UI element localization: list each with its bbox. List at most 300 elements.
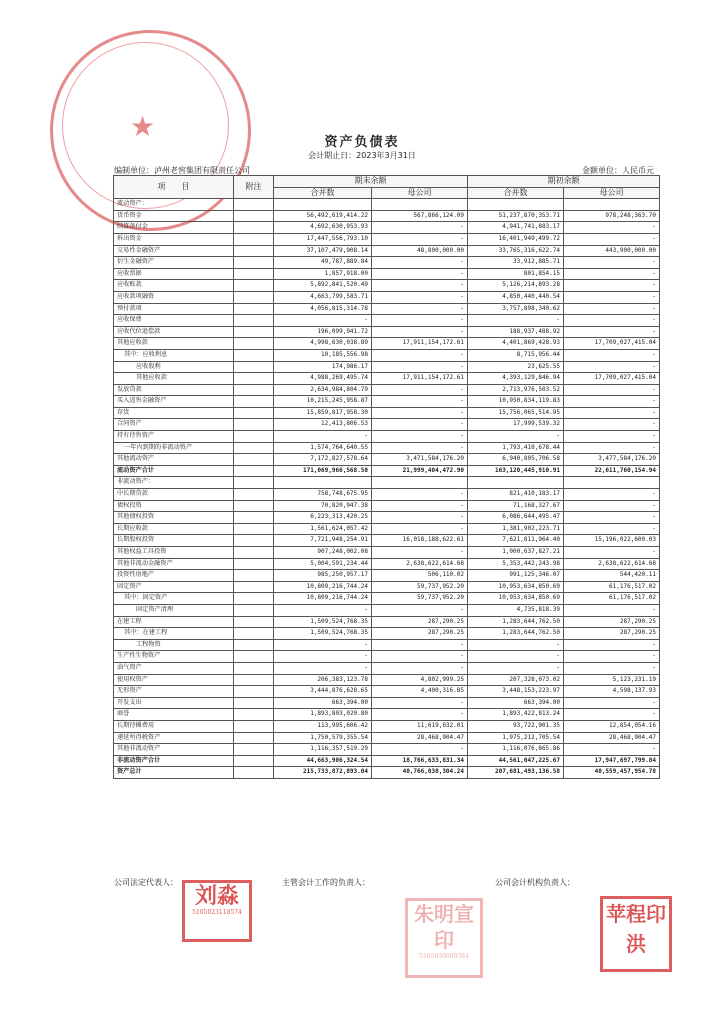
table-row <box>114 233 660 245</box>
row-end-parent: - <box>372 222 468 234</box>
row-note <box>234 199 274 211</box>
row-item-name: 结算备付金 <box>114 222 234 234</box>
row-end-consolidated: 2,634,984,804.79 <box>274 384 372 396</box>
table-row <box>114 686 660 698</box>
row-begin-consolidated: 1,975,212,705.54 <box>468 732 564 744</box>
row-item-name: 应收款项融资 <box>114 291 234 303</box>
row-end-consolidated: 113,995,606.42 <box>274 720 372 732</box>
row-item-name: 其他非流动金融资产 <box>114 558 234 570</box>
row-end-parent: - <box>372 361 468 373</box>
row-begin-parent: - <box>564 604 660 616</box>
row-end-parent: 21,999,404,472.90 <box>372 465 468 477</box>
row-begin-parent <box>564 477 660 489</box>
row-end-consolidated: 1,116,357,519.29 <box>274 744 372 756</box>
row-begin-consolidated: 1,283,644,762.50 <box>468 616 564 628</box>
row-begin-consolidated: 7,621,811,964.40 <box>468 535 564 547</box>
row-begin-consolidated <box>468 477 564 489</box>
row-item-name: 中长期贷款 <box>114 489 234 501</box>
table-row <box>114 558 660 570</box>
accounting-head-seal-name: 朱明宣印 <box>414 902 474 952</box>
row-begin-consolidated: - <box>468 431 564 443</box>
row-note <box>234 570 274 582</box>
accounting-head-seal-number: 5105030009384 <box>419 953 469 960</box>
row-end-consolidated: 4,692,630,953.93 <box>274 222 372 234</box>
row-end-parent: - <box>372 326 468 338</box>
row-end-consolidated: 4,988,269,495.74 <box>274 373 372 385</box>
row-begin-consolidated: 4,941,741,883.17 <box>468 222 564 234</box>
row-end-parent: - <box>372 547 468 559</box>
row-begin-consolidated: 10,950,834,119.83 <box>468 396 564 408</box>
row-note <box>234 268 274 280</box>
row-begin-consolidated: 1,283,644,762.50 <box>468 628 564 640</box>
row-end-parent: 17,911,154,172.61 <box>372 338 468 350</box>
row-note <box>234 396 274 408</box>
row-note <box>234 674 274 686</box>
row-begin-consolidated: 23,625.55 <box>468 361 564 373</box>
row-item-name: 应收账款 <box>114 280 234 292</box>
row-end-parent: - <box>372 744 468 756</box>
row-note <box>234 593 274 605</box>
table-row <box>114 489 660 501</box>
row-begin-consolidated: 5,126,214,893.28 <box>468 280 564 292</box>
row-begin-parent: - <box>564 384 660 396</box>
row-end-consolidated: 206,383,123.78 <box>274 674 372 686</box>
row-item-name: 生产性生物资产 <box>114 651 234 663</box>
table-row <box>114 639 660 651</box>
table-row <box>114 523 660 535</box>
balance-sheet-table <box>113 175 660 779</box>
table-row <box>114 268 660 280</box>
row-begin-consolidated: 8,715,956.44 <box>468 349 564 361</box>
row-item-name: 其他权益工具投资 <box>114 547 234 559</box>
row-end-consolidated <box>274 199 372 211</box>
table-row <box>114 570 660 582</box>
row-end-parent: 40,766,038,304.24 <box>372 767 468 779</box>
row-end-consolidated: 4,998,630,038.89 <box>274 338 372 350</box>
row-begin-consolidated: 207,681,493,136.58 <box>468 767 564 779</box>
row-end-parent <box>372 199 468 211</box>
row-begin-parent: 40,559,457,954.78 <box>564 767 660 779</box>
row-end-consolidated: 1,561,624,057.42 <box>274 523 372 535</box>
row-begin-consolidated: 991,125,346.07 <box>468 570 564 582</box>
row-note <box>234 720 274 732</box>
row-begin-consolidated: 1,381,902,223.71 <box>468 523 564 535</box>
table-row <box>114 326 660 338</box>
legal-rep-seal-name: 刘淼 <box>194 883 239 909</box>
row-item-name: 其中：固定资产 <box>114 593 234 605</box>
row-begin-consolidated: 15,756,065,514.95 <box>468 407 564 419</box>
row-end-consolidated: - <box>274 431 372 443</box>
row-note <box>234 349 274 361</box>
row-end-parent: 59,737,952.20 <box>372 593 468 605</box>
header-period-begin: 期初余额 <box>468 176 660 188</box>
table-row <box>114 199 660 211</box>
row-begin-parent: - <box>564 407 660 419</box>
row-note <box>234 210 274 222</box>
row-begin-parent: - <box>564 489 660 501</box>
table-row <box>114 361 660 373</box>
row-begin-parent: 287,290.25 <box>564 616 660 628</box>
legal-rep-seal <box>182 880 252 942</box>
table-row <box>114 257 660 269</box>
row-end-consolidated: 70,820,947.38 <box>274 500 372 512</box>
row-end-parent: - <box>372 291 468 303</box>
row-item-name: 一年内到期的非流动资产 <box>114 442 234 454</box>
row-begin-parent: - <box>564 651 660 663</box>
row-begin-parent: - <box>564 419 660 431</box>
row-begin-parent: - <box>564 233 660 245</box>
row-end-consolidated: 171,069,966,568.50 <box>274 465 372 477</box>
row-begin-parent: 978,248,363.70 <box>564 210 660 222</box>
row-item-name: 其他债权投资 <box>114 512 234 524</box>
row-begin-parent: - <box>564 326 660 338</box>
header-item: 项 目 <box>114 176 234 199</box>
row-note <box>234 245 274 257</box>
row-end-parent: - <box>372 604 468 616</box>
row-end-consolidated: 12,413,806.53 <box>274 419 372 431</box>
row-item-name: 其他应收款 <box>114 338 234 350</box>
row-begin-parent: - <box>564 431 660 443</box>
row-end-parent: - <box>372 442 468 454</box>
row-end-parent: - <box>372 523 468 535</box>
row-note <box>234 767 274 779</box>
row-end-consolidated <box>274 477 372 489</box>
row-begin-parent: - <box>564 315 660 327</box>
row-begin-parent: - <box>564 268 660 280</box>
table-row <box>114 210 660 222</box>
row-begin-consolidated: 93,722,901.35 <box>468 720 564 732</box>
row-note <box>234 558 274 570</box>
table-row <box>114 593 660 605</box>
row-begin-consolidated: 3,448,153,223.97 <box>468 686 564 698</box>
row-note <box>234 662 274 674</box>
row-note <box>234 465 274 477</box>
row-end-consolidated: - <box>274 651 372 663</box>
table-row <box>114 767 660 779</box>
row-note <box>234 454 274 466</box>
table-row <box>114 744 660 756</box>
row-begin-consolidated: 44,561,047,225.67 <box>468 755 564 767</box>
page-title: 资产负债表 <box>324 135 400 150</box>
row-begin-consolidated: 17,999,539.32 <box>468 419 564 431</box>
row-end-parent <box>372 477 468 489</box>
row-end-parent: 3,471,584,176.20 <box>372 454 468 466</box>
table-row <box>114 315 660 327</box>
row-begin-consolidated: 3,757,898,340.62 <box>468 303 564 315</box>
row-end-consolidated: 985,250,957.17 <box>274 570 372 582</box>
row-end-parent: 506,110.02 <box>372 570 468 582</box>
row-end-consolidated: 10,185,556.98 <box>274 349 372 361</box>
row-note <box>234 547 274 559</box>
row-end-consolidated: 10,809,216,744.24 <box>274 593 372 605</box>
row-item-name: 流动资产： <box>114 199 234 211</box>
footer-accounting-dept: 公司会计机构负责人： <box>495 878 575 887</box>
row-item-name: 固定资产清理 <box>114 604 234 616</box>
table-row <box>114 396 660 408</box>
row-begin-consolidated: 51,237,870,353.71 <box>468 210 564 222</box>
row-begin-parent: 5,123,231.19 <box>564 674 660 686</box>
table-row <box>114 755 660 767</box>
row-begin-parent: - <box>564 442 660 454</box>
row-item-name: 投资性房地产 <box>114 570 234 582</box>
row-note <box>234 523 274 535</box>
row-begin-consolidated: 4,850,440,440.54 <box>468 291 564 303</box>
row-end-parent: 567,866,124.09 <box>372 210 468 222</box>
row-note <box>234 303 274 315</box>
table-body <box>114 199 660 779</box>
row-item-name: 使用权资产 <box>114 674 234 686</box>
row-end-consolidated: 10,215,245,958.87 <box>274 396 372 408</box>
row-begin-consolidated: 1,893,422,813.24 <box>468 709 564 721</box>
table-row <box>114 628 660 640</box>
row-end-parent: 16,018,188,622.61 <box>372 535 468 547</box>
row-item-name: 长期待摊费用 <box>114 720 234 732</box>
table-row <box>114 662 660 674</box>
row-note <box>234 755 274 767</box>
table-row <box>114 651 660 663</box>
row-begin-consolidated: 4,735,818.39 <box>468 604 564 616</box>
row-begin-parent: 28,468,904.47 <box>564 732 660 744</box>
table-row <box>114 384 660 396</box>
row-note <box>234 651 274 663</box>
row-end-consolidated: 4,663,799,583.71 <box>274 291 372 303</box>
row-note <box>234 500 274 512</box>
row-item-name: 固定资产 <box>114 581 234 593</box>
row-note <box>234 338 274 350</box>
table-row <box>114 581 660 593</box>
row-item-name: 在建工程 <box>114 616 234 628</box>
row-end-parent: 28,468,904.47 <box>372 732 468 744</box>
row-begin-consolidated: - <box>468 662 564 674</box>
row-end-consolidated: 10,809,216,744.24 <box>274 581 372 593</box>
row-item-name: 应收票据 <box>114 268 234 280</box>
row-item-name: 开发支出 <box>114 697 234 709</box>
row-item-name: 递延所得税资产 <box>114 732 234 744</box>
table-row <box>114 616 660 628</box>
row-begin-parent: - <box>564 639 660 651</box>
table-row <box>114 465 660 477</box>
row-item-name: 工程物资 <box>114 639 234 651</box>
row-note <box>234 639 274 651</box>
row-begin-consolidated: 188,937,488.92 <box>468 326 564 338</box>
table-row <box>114 709 660 721</box>
row-begin-parent: - <box>564 547 660 559</box>
report-date: 会计期止日：2023年3月31日 <box>308 151 416 160</box>
row-begin-consolidated: - <box>468 651 564 663</box>
row-note <box>234 407 274 419</box>
row-end-parent: - <box>372 419 468 431</box>
row-begin-parent: - <box>564 361 660 373</box>
row-end-parent: - <box>372 280 468 292</box>
row-end-consolidated: 5,892,841,520.49 <box>274 280 372 292</box>
row-begin-parent: 2,638,622,614.68 <box>564 558 660 570</box>
row-begin-parent: - <box>564 697 660 709</box>
row-begin-parent: 544,420.11 <box>564 570 660 582</box>
row-begin-parent: 4,598,137.93 <box>564 686 660 698</box>
row-end-parent: - <box>372 512 468 524</box>
row-begin-parent: 287,290.25 <box>564 628 660 640</box>
row-note <box>234 686 274 698</box>
row-begin-consolidated: 71,168,327.67 <box>468 500 564 512</box>
row-begin-parent: 22,611,760,154.94 <box>564 465 660 477</box>
row-end-parent: 17,911,154,172.61 <box>372 373 468 385</box>
row-begin-parent: 12,854,054.16 <box>564 720 660 732</box>
row-begin-consolidated: 163,120,445,910.91 <box>468 465 564 477</box>
row-end-consolidated: - <box>274 639 372 651</box>
row-item-name: 非流动资产合计 <box>114 755 234 767</box>
row-end-consolidated: 1,893,803,020.80 <box>274 709 372 721</box>
row-item-name: 货币资金 <box>114 210 234 222</box>
table-row <box>114 547 660 559</box>
row-note <box>234 616 274 628</box>
row-end-parent: - <box>372 407 468 419</box>
header-begin-parent: 母公司 <box>564 187 660 199</box>
row-item-name: 应收保费 <box>114 315 234 327</box>
row-begin-consolidated: 33,912,885.71 <box>468 257 564 269</box>
row-end-consolidated: 49,787,889.84 <box>274 257 372 269</box>
row-note <box>234 326 274 338</box>
row-end-consolidated: 3,444,876,628.65 <box>274 686 372 698</box>
row-end-consolidated: 6,223,313,420.25 <box>274 512 372 524</box>
accounting-dept-seal <box>600 896 672 972</box>
row-begin-consolidated: 33,765,316,622.74 <box>468 245 564 257</box>
row-note <box>234 489 274 501</box>
table-row <box>114 500 660 512</box>
row-end-parent: - <box>372 384 468 396</box>
currency-unit: 金额单位：人民币元 <box>582 166 654 175</box>
row-note <box>234 604 274 616</box>
row-item-name: 其他非流动资产 <box>114 744 234 756</box>
row-end-parent: - <box>372 651 468 663</box>
row-begin-parent: 17,947,697,799.84 <box>564 755 660 767</box>
row-end-consolidated: 15,859,817,958.30 <box>274 407 372 419</box>
row-end-consolidated: 7,721,948,254.91 <box>274 535 372 547</box>
row-begin-parent: - <box>564 222 660 234</box>
row-begin-consolidated: 821,410,183.17 <box>468 489 564 501</box>
table-row <box>114 674 660 686</box>
row-begin-consolidated: 6,086,644,495.47 <box>468 512 564 524</box>
header-begin-consolidated: 合并数 <box>468 187 564 199</box>
row-end-consolidated: 1,509,524,768.35 <box>274 616 372 628</box>
table-row <box>114 720 660 732</box>
row-end-parent: - <box>372 489 468 501</box>
row-note <box>234 315 274 327</box>
row-begin-consolidated: 4,393,129,846.94 <box>468 373 564 385</box>
row-begin-parent: 3,477,584,176.20 <box>564 454 660 466</box>
row-item-name: 合同资产 <box>114 419 234 431</box>
header-end-consolidated: 合并数 <box>274 187 372 199</box>
row-end-parent: 11,619,032.01 <box>372 720 468 732</box>
accounting-dept-seal-name: 苹程印洪 <box>606 902 666 956</box>
table-row <box>114 535 660 547</box>
row-end-consolidated: 1,750,579,355.54 <box>274 732 372 744</box>
row-end-consolidated: 17,447,556,793.10 <box>274 233 372 245</box>
row-end-parent: - <box>372 315 468 327</box>
row-end-parent: 2,638,622,614.68 <box>372 558 468 570</box>
row-item-name: 其中：应收利息 <box>114 349 234 361</box>
row-note <box>234 419 274 431</box>
header-note: 附注 <box>234 176 274 199</box>
table-row <box>114 303 660 315</box>
row-end-parent: - <box>372 697 468 709</box>
row-begin-parent: - <box>564 291 660 303</box>
row-item-name: 拆出资金 <box>114 233 234 245</box>
row-note <box>234 442 274 454</box>
row-begin-parent: - <box>564 396 660 408</box>
row-item-name: 预付款项 <box>114 303 234 315</box>
row-begin-parent: - <box>564 303 660 315</box>
row-end-consolidated: - <box>274 604 372 616</box>
table-row <box>114 431 660 443</box>
footer-accounting-head: 主管会计工作的负责人： <box>282 878 370 887</box>
row-note <box>234 477 274 489</box>
row-end-parent: 59,737,952.20 <box>372 581 468 593</box>
legal-rep-seal-number: 5105023118574 <box>192 909 242 916</box>
row-note <box>234 512 274 524</box>
row-end-consolidated: - <box>274 315 372 327</box>
row-begin-parent: - <box>564 512 660 524</box>
row-item-name: 长期应收款 <box>114 523 234 535</box>
row-end-parent: - <box>372 303 468 315</box>
row-end-parent: - <box>372 257 468 269</box>
row-item-name: 流动资产合计 <box>114 465 234 477</box>
row-begin-parent: 17,709,027,415.04 <box>564 373 660 385</box>
table-row <box>114 512 660 524</box>
row-begin-parent: - <box>564 523 660 535</box>
row-note <box>234 581 274 593</box>
row-end-consolidated: 1,574,764,640.55 <box>274 442 372 454</box>
row-end-consolidated: 37,107,479,908.14 <box>274 245 372 257</box>
row-end-parent: - <box>372 233 468 245</box>
row-end-consolidated: 196,099,941.72 <box>274 326 372 338</box>
row-begin-parent: 17,709,027,415.04 <box>564 338 660 350</box>
row-end-consolidated: 4,056,815,314.78 <box>274 303 372 315</box>
table-row <box>114 338 660 350</box>
row-end-parent: - <box>372 639 468 651</box>
row-item-name: 非流动资产： <box>114 477 234 489</box>
row-end-parent: - <box>372 431 468 443</box>
row-item-name: 持有待售资产 <box>114 431 234 443</box>
row-begin-parent <box>564 199 660 211</box>
row-item-name: 应收股利 <box>114 361 234 373</box>
row-note <box>234 697 274 709</box>
prepared-by: 编制单位：泸州老窖集团有限责任公司 <box>114 166 250 175</box>
row-item-name: 债权投资 <box>114 500 234 512</box>
row-end-consolidated: 758,748,675.95 <box>274 489 372 501</box>
row-end-consolidated: 1,857,918.00 <box>274 268 372 280</box>
table-row <box>114 349 660 361</box>
row-begin-consolidated: - <box>468 315 564 327</box>
row-end-parent: 48,800,000.00 <box>372 245 468 257</box>
row-note <box>234 431 274 443</box>
row-begin-consolidated: 207,328,073.02 <box>468 674 564 686</box>
row-note <box>234 257 274 269</box>
row-begin-consolidated: 10,953,634,850.69 <box>468 593 564 605</box>
row-begin-parent: - <box>564 744 660 756</box>
table-row <box>114 604 660 616</box>
row-item-name: 交易性金融资产 <box>114 245 234 257</box>
header-period-end: 期末余额 <box>274 176 468 188</box>
row-item-name: 其中：在建工程 <box>114 628 234 640</box>
row-begin-parent: - <box>564 500 660 512</box>
row-note <box>234 361 274 373</box>
table-row <box>114 477 660 489</box>
table-row <box>114 419 660 431</box>
row-note <box>234 732 274 744</box>
footer-legal-rep: 公司法定代表人： <box>114 878 178 887</box>
row-end-consolidated: 1,509,524,768.35 <box>274 628 372 640</box>
row-begin-consolidated: 801,854.15 <box>468 268 564 280</box>
